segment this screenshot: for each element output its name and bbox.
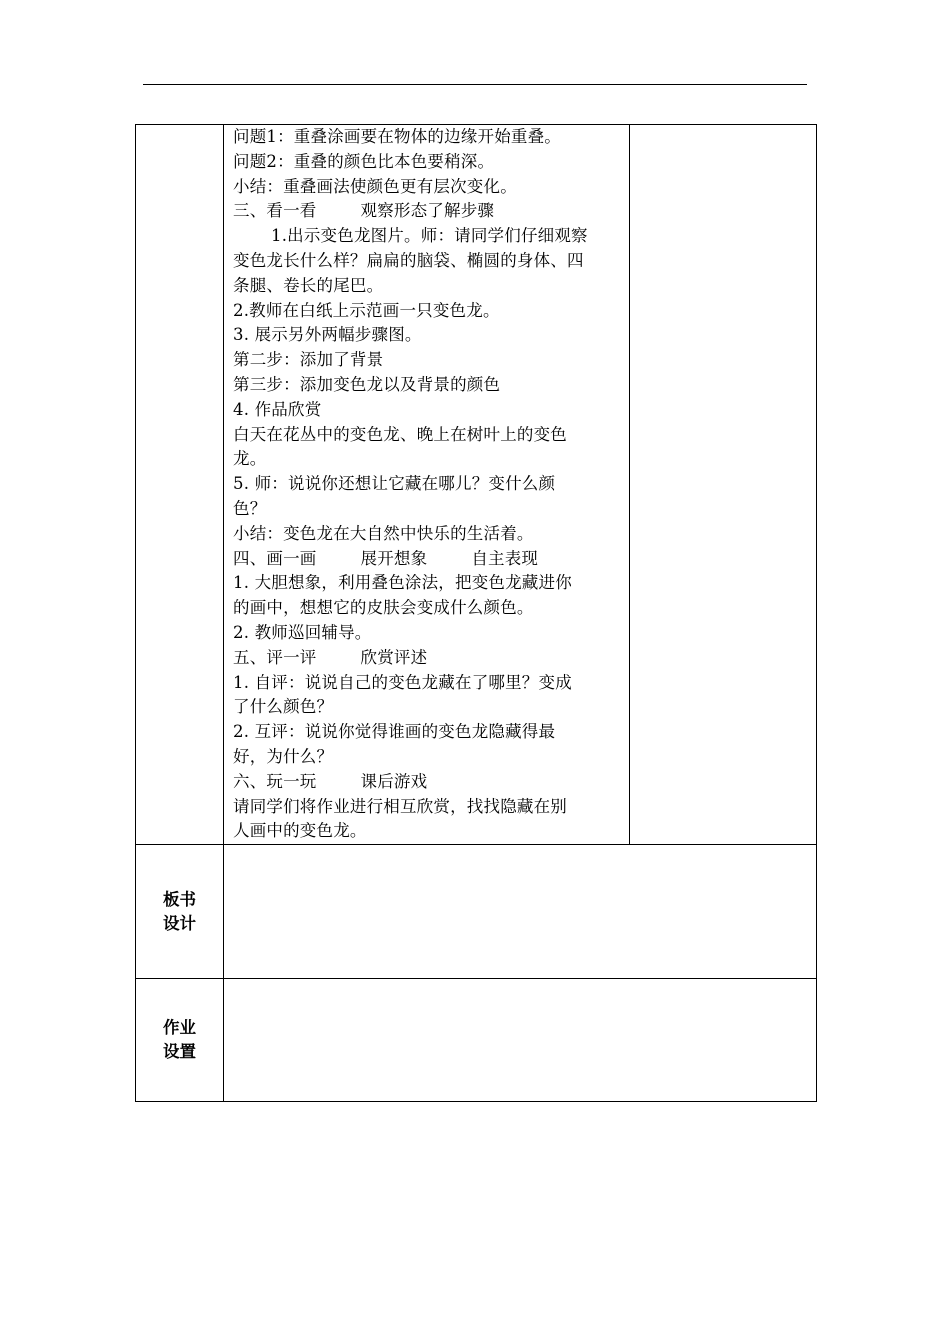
text-line: 请同学们将作业进行相互欣赏，找找隐藏在别 [233,796,567,816]
text-line: 的画中，想想它的皮肤会变成什么颜色。 [233,598,534,618]
text-line: 2.教师在白纸上示范画一只变色龙。 [233,300,500,320]
section-heading [233,770,623,795]
text-line: 第三步：添加变色龙以及背景的颜色 [233,374,501,394]
section-heading [233,547,623,572]
text-line: 龙。 [233,449,267,469]
text-line: 2. 教师巡回辅导。 [233,622,372,642]
text-line: 小结：变色龙在大自然中快乐的生活着。 [233,523,534,543]
board-design-content [224,845,817,979]
homework-row [136,979,817,1102]
text-line: 5. 师：说说你还想让它藏在哪儿？变什么颜 [233,474,556,494]
section-subtitle: 自主表现 [471,548,539,568]
text-line: 1. 自评：说说自己的变色龙藏在了哪里？变成 [233,672,572,692]
text-line: 2. 互评：说说你觉得谁画的变色龙隐藏得最 [233,722,556,742]
text-line: 条腿、卷长的尾巴。 [233,275,384,295]
text-line: 1.出示变色龙图片。师：请同学们仔细观察 [271,226,588,246]
section-subtitle: 观察形态了解步骤 [360,201,495,221]
section-title: 六、玩一玩 [233,771,317,791]
teaching-process-row [136,125,817,845]
text-line: 白天在花丛中的变色龙、晚上在树叶上的变色 [233,424,567,444]
section-subtitle: 展开想象 [360,548,428,568]
notes-cell [630,125,817,845]
text-line: 3. 展示另外两幅步骤图。 [233,325,422,345]
text-line: 问题1：重叠涂画要在物体的边缘开始重叠。 [233,127,561,146]
text-line: 人画中的变色龙。 [233,821,367,841]
homework-label-line2: 设置 [163,1042,196,1062]
text-line: 好，为什么？ [233,746,334,766]
section-subtitle: 课后游戏 [360,771,428,791]
text-line: 色？ [233,498,267,518]
section-heading [233,199,623,224]
board-design-label-line1: 板书 [163,889,196,909]
header-rule [143,84,807,85]
text-line: 4. 作品欣赏 [233,399,322,419]
section-title: 四、画一画 [233,548,317,568]
text-line: 变色龙长什么样？扁扁的脑袋、椭圆的身体、四 [233,250,584,270]
text-line: 小结：重叠画法使颜色更有层次变化。 [233,176,517,196]
text-line: 第二步：添加了背景 [233,350,384,370]
text-line: 1. 大胆想象，利用叠色涂法，把变色龙藏进你 [233,573,572,593]
section-heading [233,646,623,671]
text-line: 问题2：重叠的颜色比本色要稍深。 [233,151,495,171]
homework-content [224,979,817,1102]
homework-label-line1: 作业 [163,1018,196,1038]
board-design-row [136,845,817,979]
homework-label [136,979,224,1102]
section-title: 三、看一看 [233,201,317,221]
section-title: 五、评一评 [233,647,317,667]
board-design-label [136,845,224,979]
text-line: 了什么颜色？ [233,697,334,717]
lesson-plan-table [135,124,817,1102]
board-design-label-line2: 设计 [163,913,196,933]
row-label-cell [136,125,224,845]
section-subtitle: 欣赏评述 [360,647,428,667]
teaching-process-content [224,125,630,845]
